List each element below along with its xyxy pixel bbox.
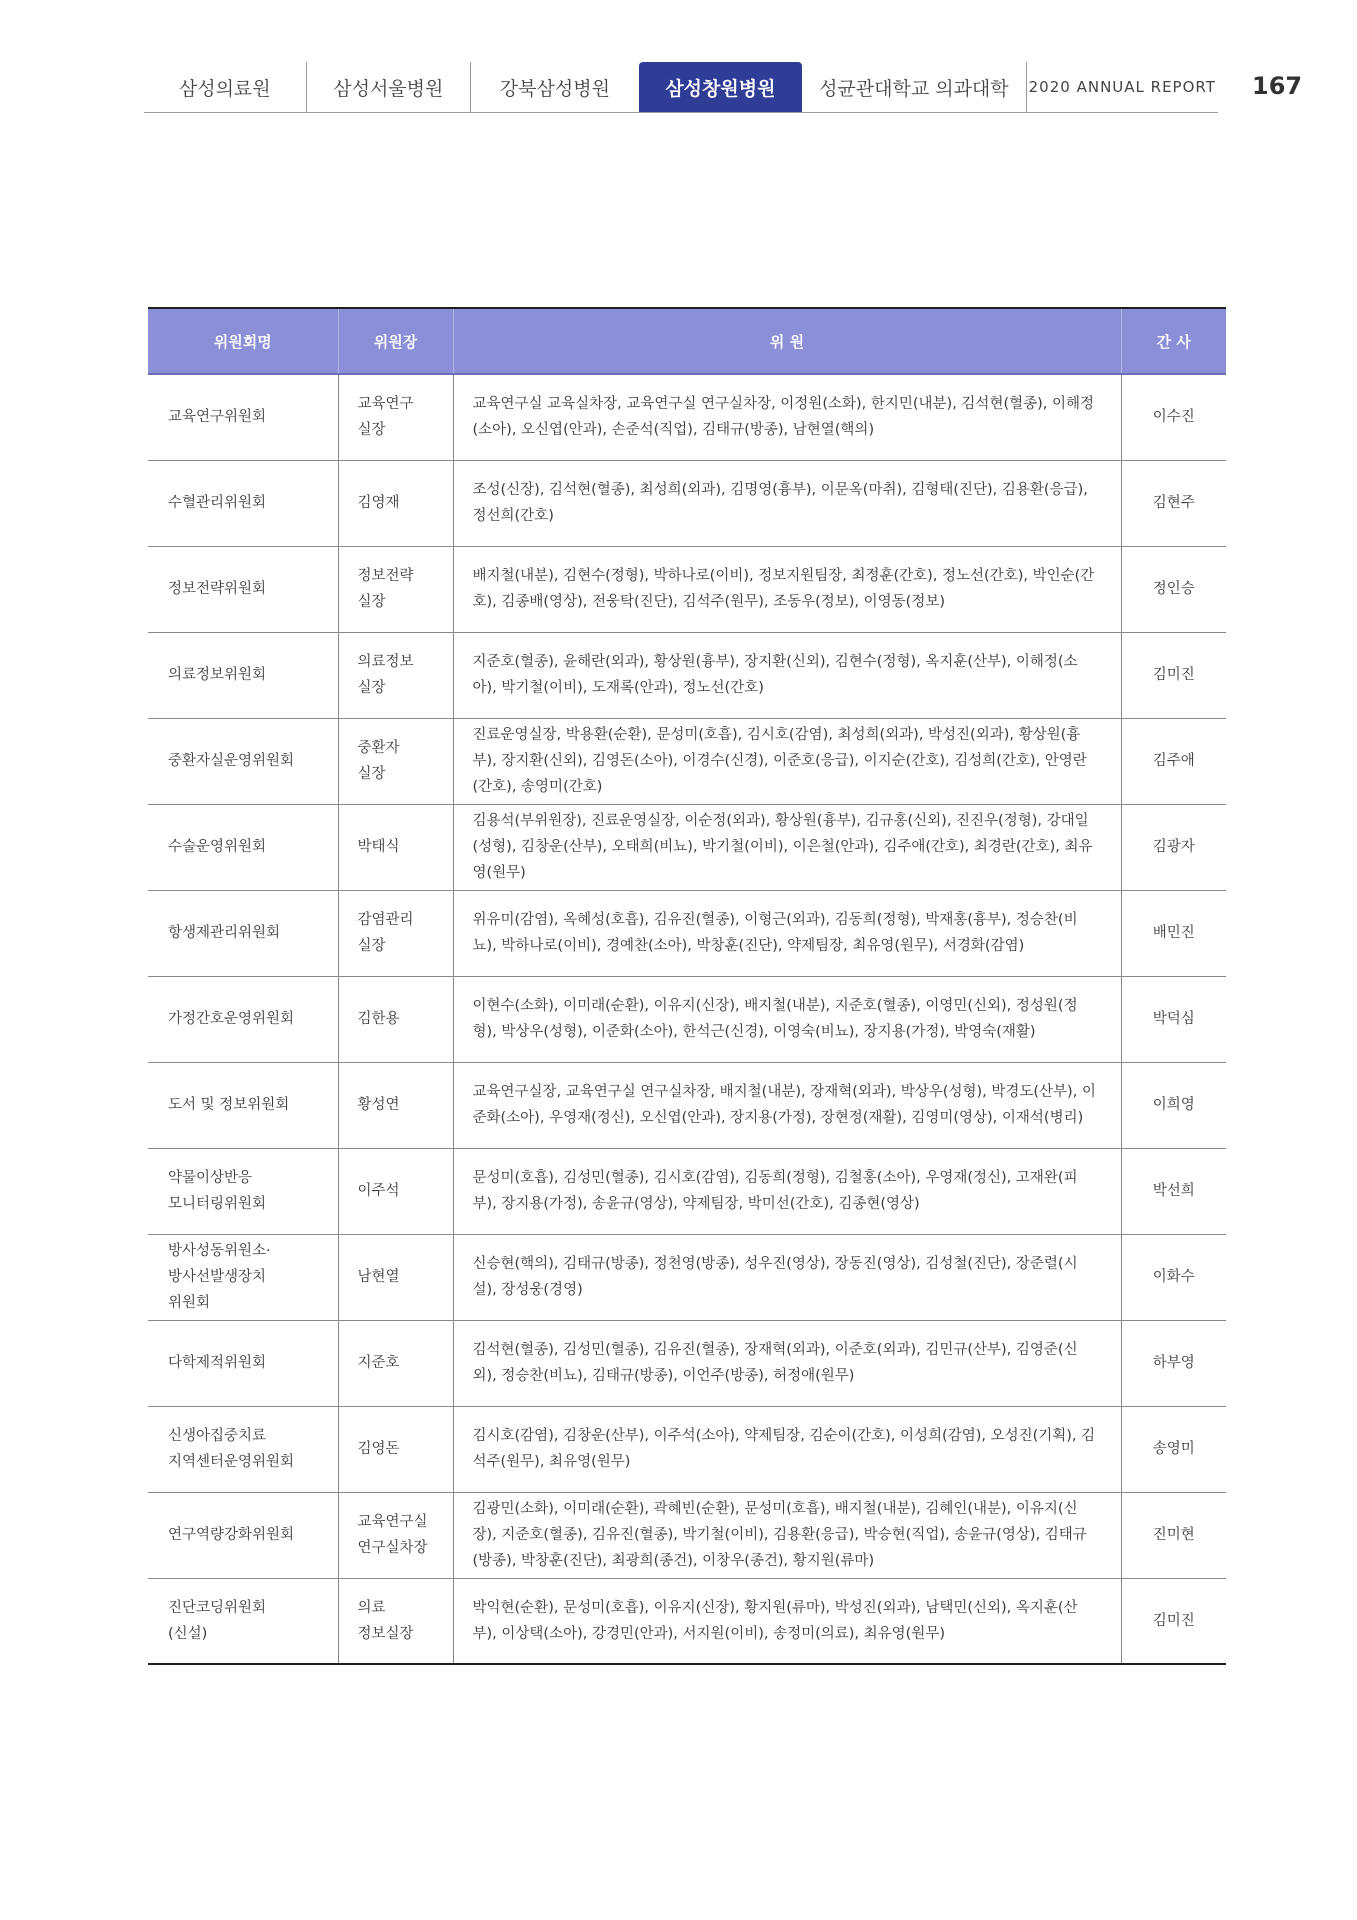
committee-secretary: 김미진 bbox=[1121, 1578, 1226, 1664]
committee-members: 김석현(혈종), 김성민(혈종), 김유진(혈종), 장재혁(외과), 이준호(외과), 김민규(산부), 김영준(신외), 정승찬(비뇨), 김태규(방종), 이언주(방종), 허정애(원무) bbox=[453, 1320, 1121, 1406]
committee-chair: 중환자 실장 bbox=[338, 718, 453, 804]
committee-name: 의료정보위원회 bbox=[148, 632, 338, 718]
committee-members: 문성미(호흡), 김성민(혈종), 김시호(감염), 김동희(정형), 김철홍(소아), 우영재(정신), 고재완(피부), 장지용(가정), 송윤규(영상), 약제팀장, 박미선(간호), 김종현(영상) bbox=[453, 1148, 1121, 1234]
table-row bbox=[148, 718, 1226, 804]
committee-chair: 박태식 bbox=[338, 804, 453, 890]
header-committee: 위원회명 bbox=[148, 308, 338, 374]
table-row bbox=[148, 460, 1226, 546]
committee-chair: 의료정보 실장 bbox=[338, 632, 453, 718]
committee-members: 김광민(소화), 이미래(순환), 곽혜빈(순환), 문성미(호흡), 배지철(내분), 김혜인(내분), 이유지(신장), 지준호(혈종), 김유진(혈종), 박기철(이비), 김용환(응급), 박승현(직업), 송윤규(영상), 김태규(방종), 박창훈(진단), 최광희(종건), 이창우(종건), 황지원(류마) bbox=[453, 1492, 1121, 1578]
committee-chair: 이주석 bbox=[338, 1148, 453, 1234]
committee-chair: 김영재 bbox=[338, 460, 453, 546]
committee-name: 수술운영위원회 bbox=[148, 804, 338, 890]
committee-name: 진단코딩위원회 (신설) bbox=[148, 1578, 338, 1664]
table-row bbox=[148, 976, 1226, 1062]
tab-sungkyunkwan-medical-school[interactable]: 성균관대학교 의과대학 bbox=[802, 62, 1026, 112]
committee-name: 수혈관리위원회 bbox=[148, 460, 338, 546]
committee-chair: 지준호 bbox=[338, 1320, 453, 1406]
table-row bbox=[148, 1492, 1226, 1578]
committee-secretary: 박덕심 bbox=[1121, 976, 1226, 1062]
table-header-row bbox=[148, 308, 1226, 374]
tab-samsung-seoul-hospital[interactable]: 삼성서울병원 bbox=[307, 62, 472, 112]
header-members: 위 원 bbox=[453, 308, 1121, 374]
tab-kangbuk-samsung-hospital[interactable]: 강북삼성병원 bbox=[499, 77, 610, 100]
committee-secretary: 하부영 bbox=[1121, 1320, 1226, 1406]
committee-members: 이현수(소화), 이미래(순환), 이유지(신장), 배지철(내분), 지준호(혈종), 이영민(신외), 정성원(정형), 박상우(성형), 이준화(소아), 한석근(신경), 이영숙(비뇨), 장지용(가정), 박영숙(재활) bbox=[453, 976, 1121, 1062]
committee-table bbox=[148, 307, 1226, 1665]
table-row bbox=[148, 632, 1226, 718]
committee-chair: 정보전략 실장 bbox=[338, 546, 453, 632]
table-row bbox=[148, 1062, 1226, 1148]
top-navigation bbox=[144, 62, 1218, 113]
table-row bbox=[148, 1234, 1226, 1320]
committee-secretary: 김주애 bbox=[1121, 718, 1226, 804]
committee-secretary: 진미현 bbox=[1121, 1492, 1226, 1578]
table-row bbox=[148, 1406, 1226, 1492]
committee-secretary: 송영미 bbox=[1121, 1406, 1226, 1492]
page-number: 167 bbox=[1252, 72, 1303, 100]
committee-secretary: 배민진 bbox=[1121, 890, 1226, 976]
committee-chair: 의료 정보실장 bbox=[338, 1578, 453, 1664]
committee-members: 박익현(순환), 문성미(호흡), 이유지(신장), 황지원(류마), 박성진(외과), 남택민(신외), 옥지훈(산부), 이상택(소아), 강경민(안과), 서지원(이비), 송정미(의료), 최유영(원무) bbox=[453, 1578, 1121, 1664]
committee-secretary: 이수진 bbox=[1121, 374, 1226, 460]
committee-members: 진료운영실장, 박용환(순환), 문성미(호흡), 김시호(감염), 최성희(외과), 박성진(외과), 황상원(흉부), 장지환(신외), 김영돈(소아), 이경수(신경), 이준호(응급), 이지순(간호), 김성희(간호), 안영란(간호), 송영미(간호) bbox=[453, 718, 1121, 804]
committee-chair: 김한용 bbox=[338, 976, 453, 1062]
committee-secretary: 박선희 bbox=[1121, 1148, 1226, 1234]
header-secretary: 간 사 bbox=[1121, 308, 1226, 374]
table-row bbox=[148, 1148, 1226, 1234]
committee-chair: 남현열 bbox=[338, 1234, 453, 1320]
committee-secretary: 이희영 bbox=[1121, 1062, 1226, 1148]
committee-name: 다학제적위원회 bbox=[148, 1320, 338, 1406]
committee-name: 연구역량강화위원회 bbox=[148, 1492, 338, 1578]
committee-name: 약물이상반응 모니터링위원회 bbox=[148, 1148, 338, 1234]
committee-secretary: 김현주 bbox=[1121, 460, 1226, 546]
table-row bbox=[148, 804, 1226, 890]
committee-name: 정보전략위원회 bbox=[148, 546, 338, 632]
committee-name: 교육연구위원회 bbox=[148, 374, 338, 460]
committee-name: 신생아집중치료 지역센터운영위원회 bbox=[148, 1406, 338, 1492]
table-row bbox=[148, 546, 1226, 632]
table-row bbox=[148, 890, 1226, 976]
committee-chair: 교육연구실 연구실차장 bbox=[338, 1492, 453, 1578]
header-chair: 위원장 bbox=[338, 308, 453, 374]
committee-members: 조성(신장), 김석현(혈종), 최성희(외과), 김명영(흉부), 이문옥(마취), 김형태(진단), 김용환(응급), 정선희(간호) bbox=[453, 460, 1121, 546]
committee-secretary: 김미진 bbox=[1121, 632, 1226, 718]
committee-name: 방사성동위원소· 방사선발생장치 위원회 bbox=[148, 1234, 338, 1320]
committee-members: 배지철(내분), 김현수(정형), 박하나로(이비), 정보지원팀장, 최정훈(간호), 정노선(간호), 박인순(간호), 김종배(영상), 전웅탁(진단), 김석주(원무), 조동우(정보), 이영동(정보) bbox=[453, 546, 1121, 632]
committee-members: 교육연구실장, 교육연구실 연구실차장, 배지철(내분), 장재혁(외과), 박상우(성형), 박경도(산부), 이준화(소아), 우영재(정신), 오신엽(안과), 장지용(가정), 장현정(재활), 김영미(영상), 이재석(병리) bbox=[453, 1062, 1121, 1148]
committee-name: 중환자실운영위원회 bbox=[148, 718, 338, 804]
committee-members: 교육연구실 교육실차장, 교육연구실 연구실차장, 이정원(소화), 한지민(내분), 김석현(혈종), 이해정(소아), 오신엽(안과), 손준석(직업), 김태규(방종), 남현열(핵의) bbox=[453, 374, 1121, 460]
report-title: 2020 ANNUAL REPORT bbox=[1028, 78, 1216, 96]
committee-members: 신승현(핵의), 김태규(방종), 정천영(방종), 성우진(영상), 장동진(영상), 김성철(진단), 장준렬(시설), 장성웅(경영) bbox=[453, 1234, 1121, 1320]
committee-secretary: 이화수 bbox=[1121, 1234, 1226, 1320]
committee-secretary: 김광자 bbox=[1121, 804, 1226, 890]
committee-name: 항생제관리위원회 bbox=[148, 890, 338, 976]
committee-members: 김시호(감염), 김창운(산부), 이주석(소아), 약제팀장, 김순이(간호), 이성희(감염), 오성진(기획), 김석주(원무), 최유영(원무) bbox=[453, 1406, 1121, 1492]
committee-chair: 교육연구 실장 bbox=[338, 374, 453, 460]
table-row bbox=[148, 374, 1226, 460]
committee-members: 김용석(부위원장), 진료운영실장, 이순정(외과), 황상원(흉부), 김규홍(신외), 진진우(정형), 강대일(성형), 김창운(산부), 오태희(비뇨), 박기철(이비), 이은철(안과), 김주애(간호), 최경란(간호), 최유영(원무) bbox=[453, 804, 1121, 890]
committee-members: 지준호(혈종), 윤해란(외과), 황상원(흉부), 장지환(신외), 김현수(정형), 옥지훈(산부), 이해정(소아), 박기철(이비), 도재록(안과), 정노선(간호) bbox=[453, 632, 1121, 718]
committee-chair: 김영돈 bbox=[338, 1406, 453, 1492]
tab-samsung-changwon-hospital[interactable]: 삼성창원병원 bbox=[639, 62, 803, 112]
committee-chair: 감염관리 실장 bbox=[338, 890, 453, 976]
committee-chair: 황성연 bbox=[338, 1062, 453, 1148]
table-row bbox=[148, 1578, 1226, 1664]
committee-secretary: 정인승 bbox=[1121, 546, 1226, 632]
tab-samsung-medical-center[interactable]: 삼성의료원 bbox=[144, 62, 307, 112]
committee-name: 도서 및 정보위원회 bbox=[148, 1062, 338, 1148]
committee-members: 위유미(감염), 옥혜성(호흡), 김유진(혈종), 이형근(외과), 김동희(정형), 박재홍(흉부), 정승찬(비뇨), 박하나로(이비), 경예찬(소아), 박창훈(진단), 약제팀장, 최유영(원무), 서경화(감염) bbox=[453, 890, 1121, 976]
table-row bbox=[148, 1320, 1226, 1406]
committee-name: 가정간호운영위원회 bbox=[148, 976, 338, 1062]
